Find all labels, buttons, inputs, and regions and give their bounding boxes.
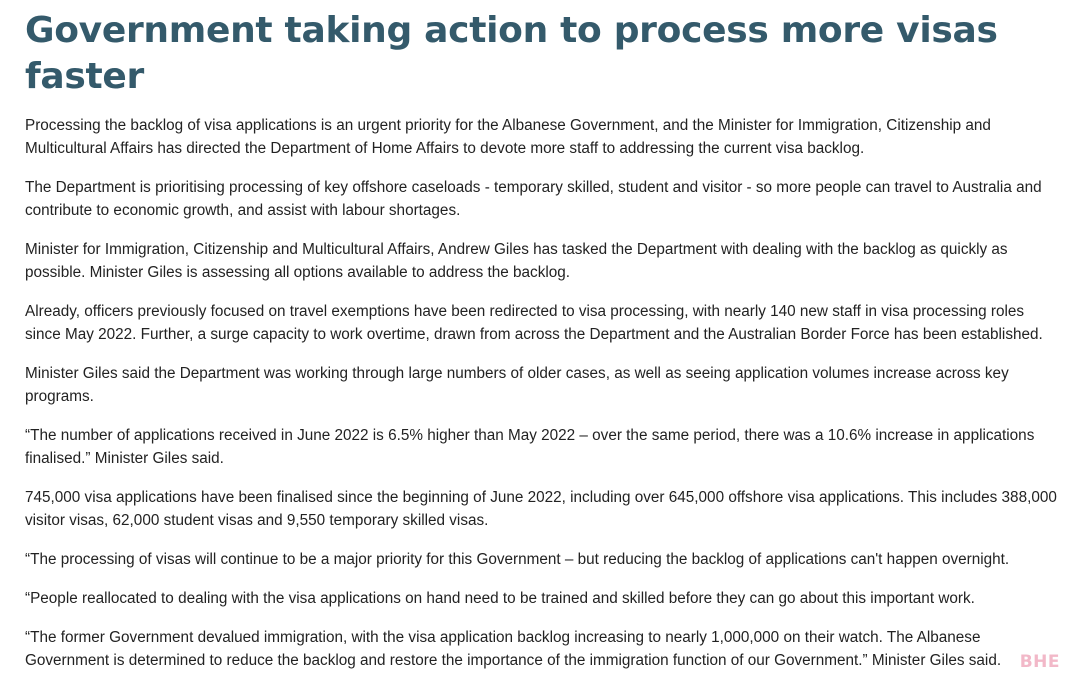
article-title: Government taking action to process more visas faster: [25, 10, 998, 97]
article-paragraph: 745,000 visa applications have been finalised since the beginning of June 2022, including over 645,000 offshore visa applications. This includes 388,000 visitor visas, 62,000 student visas and 9,550 temporary skilled visas.: [25, 489, 1057, 529]
article-paragraph: “The processing of visas will continue to be a major priority for this Government – but reducing the backlog of applications can't happen overnight.: [25, 551, 1010, 568]
watermark-logo: BHE: [1019, 652, 1060, 672]
article-paragraph: Processing the backlog of visa applications is an urgent priority for the Albanese Government, and the Minister for Immigration, Citizenship and Multicultural Affairs has directed the Department of Home Affairs to devote more staff to addressing the current visa backlog.: [25, 117, 991, 157]
article-paragraph: Minister Giles said the Department was working through large numbers of older cases, as well as seeing application volumes increase across key programs.: [25, 365, 1009, 405]
article-paragraph: “The former Government devalued immigration, with the visa application backlog increasing to nearly 1,000,000 on their watch. The Albanese Government is determined to reduce the backlog and restore the importance of the immigration function of our Government.” Minister Giles said.: [25, 629, 1002, 669]
article: [25, 8, 1060, 688]
article-paragraph: “The number of applications received in June 2022 is 6.5% higher than May 2022 – over the same period, there was a 10.6% increase in applications finalised.” Minister Giles said.: [25, 427, 1035, 467]
article-paragraph: “People reallocated to dealing with the visa applications on hand need to be trained and skilled before they can go about this important work.: [25, 590, 975, 607]
article-paragraph: The Department is prioritising processing of key offshore caseloads - temporary skilled, student and visitor - so more people can travel to Australia and contribute to economic growth, and assist with labour shortages.: [25, 179, 1042, 219]
article-paragraph: Minister for Immigration, Citizenship and Multicultural Affairs, Andrew Giles has tasked the Department with dealing with the backlog as quickly as possible. Minister Giles is assessing all options available to address the backlog.: [25, 241, 1008, 281]
article-paragraph: Already, officers previously focused on travel exemptions have been redirected to visa processing, with nearly 140 new staff in visa processing roles since May 2022. Further, a surge capacity to work overtime, drawn from across the Department and the Australian Border Force has been established.: [25, 303, 1043, 343]
